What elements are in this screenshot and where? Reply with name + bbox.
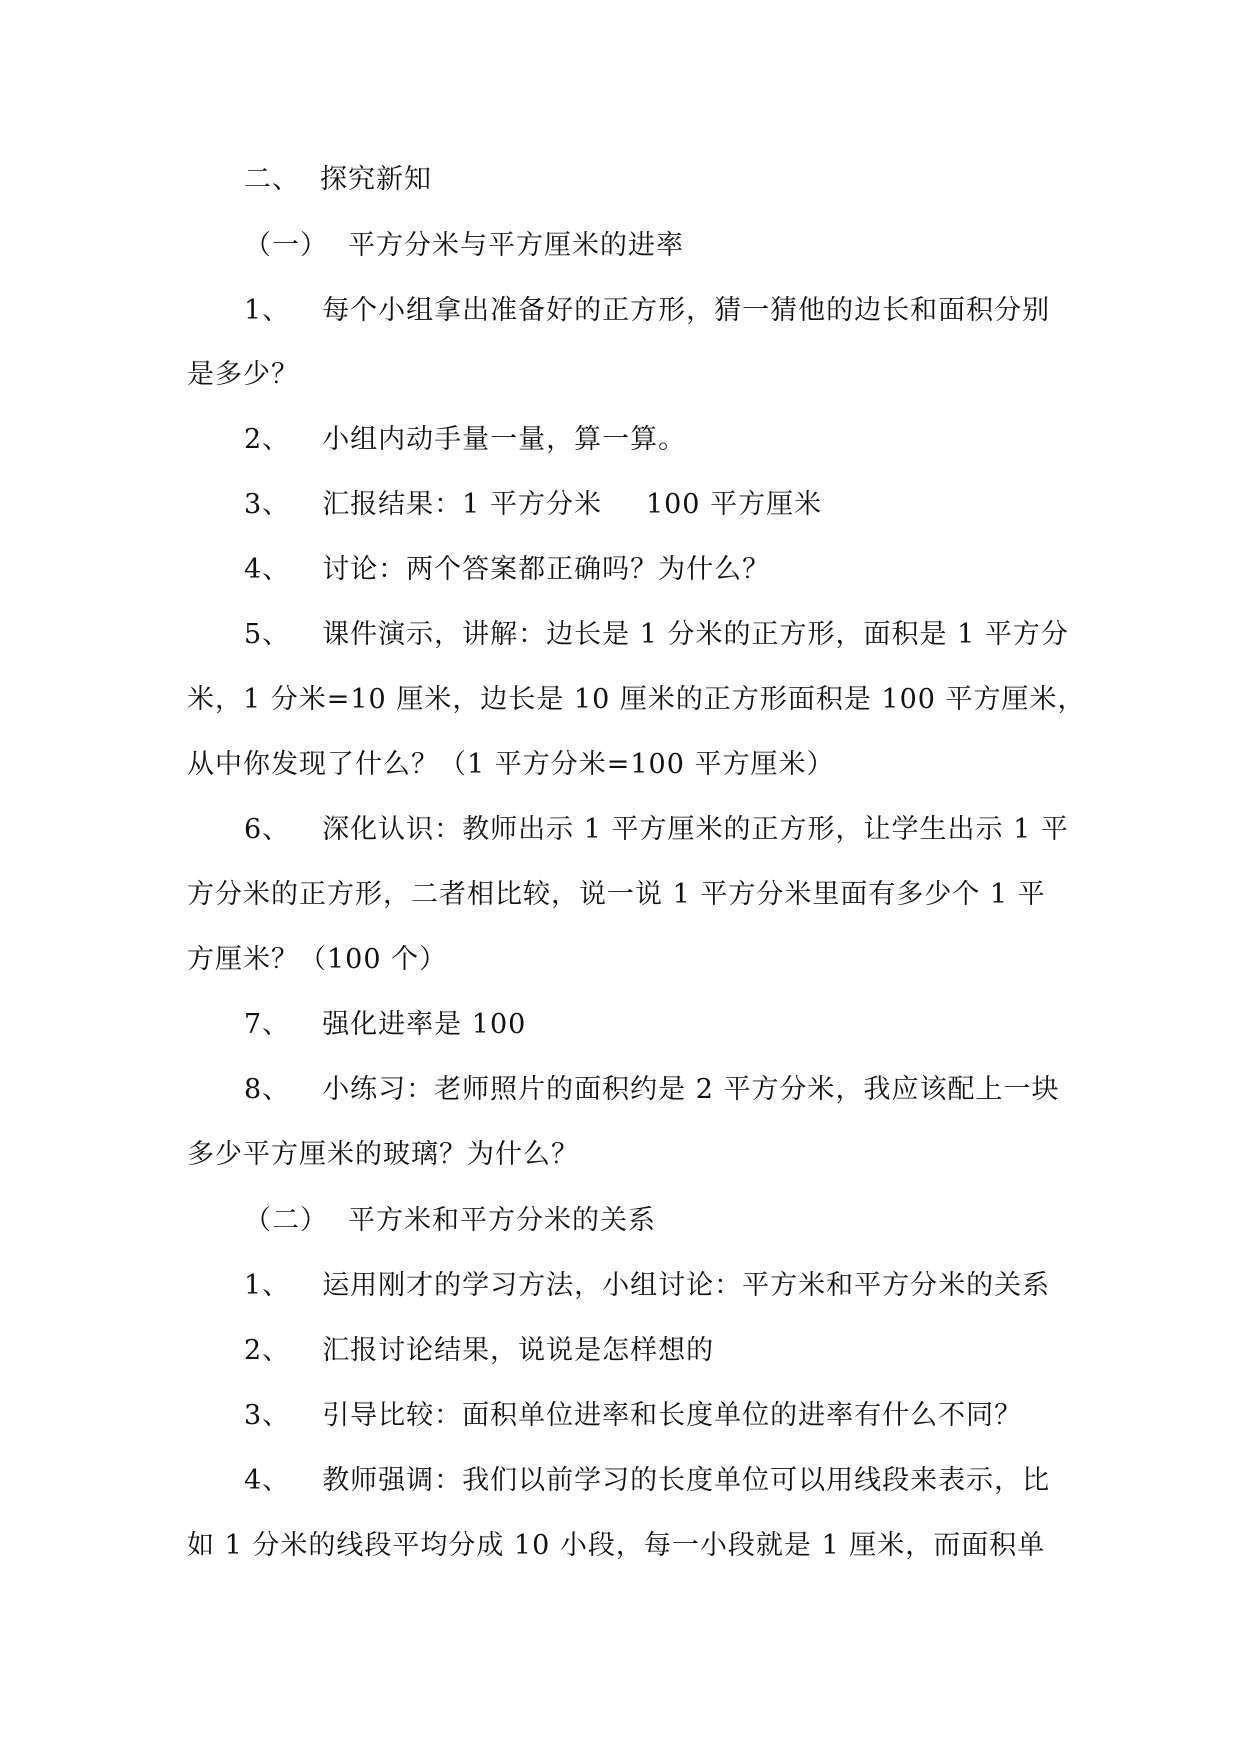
item-6-line-1 [244, 812, 1067, 848]
item-7 [244, 1007, 1124, 1043]
s2-item-4-line-1 [244, 1463, 1067, 1499]
item-3-text-b: 100 平方厘米 [645, 489, 823, 520]
s2-item-3 [244, 1398, 1124, 1434]
s2-item-2-text: 汇报讨论结果，说说是怎样想的 [322, 1335, 715, 1366]
s2-item-4-number: 4、 [244, 1465, 291, 1496]
s2-item-3-number: 3、 [244, 1400, 291, 1431]
item-5-number: 5、 [244, 619, 291, 650]
item-7-text: 强化进率是 100 [322, 1009, 527, 1040]
subsection-1-title [244, 228, 1124, 264]
s2-item-4-line-2: 如 1 分米的线段平均分成 10 小段，每一小段就是 1 厘米，而面积单 [187, 1530, 1046, 1561]
item-4-number: 4、 [244, 554, 291, 585]
heading-title: 探究新知 [320, 164, 432, 195]
item-7-number: 7、 [244, 1009, 291, 1040]
heading-number: 二、 [244, 164, 300, 195]
section-heading [244, 162, 1124, 198]
item-2 [244, 422, 1124, 458]
item-1-number: 1、 [244, 295, 291, 326]
item-5-line-3: 从中你发现了什么？（1 平方分米=100 平方厘米） [187, 749, 835, 780]
item-6-text: 深化认识：教师出示 1 平方厘米的正方形，让学生出示 1 平 [322, 814, 1069, 845]
s2-item-2 [244, 1333, 1124, 1369]
subsection-2-label: （二） [244, 1205, 328, 1236]
item-2-number: 2、 [244, 424, 291, 455]
item-6-line-2: 方分米的正方形，二者相比较，说一说 1 平方分米里面有多少个 1 平 [187, 879, 1046, 910]
item-4-text: 讨论：两个答案都正确吗？为什么？ [322, 554, 771, 585]
subsection-2-heading: 平方米和平方分米的关系 [348, 1205, 656, 1236]
item-2-text: 小组内动手量一量，算一算。 [322, 424, 687, 455]
item-5-line-1 [244, 617, 1067, 653]
item-6-number: 6、 [244, 814, 291, 845]
subsection-2-title [244, 1203, 1124, 1239]
item-8-number: 8、 [244, 1074, 291, 1105]
s2-item-1-text: 运用刚才的学习方法，小组讨论：平方米和平方分米的关系 [322, 1270, 1051, 1301]
item-3-text-a: 汇报结果：1 平方分米 [322, 489, 602, 520]
item-3-number: 3、 [244, 489, 291, 520]
s2-item-4-text: 教师强调：我们以前学习的长度单位可以用线段来表示，比 [322, 1465, 1051, 1496]
item-8-text: 小练习：老师照片的面积约是 2 平方分米，我应该配上一块 [322, 1074, 1060, 1105]
item-5-text: 课件演示，讲解：边长是 1 分米的正方形，面积是 1 平方分 [322, 619, 1069, 650]
item-4 [244, 552, 1124, 588]
item-1-line-2: 是多少？ [187, 359, 299, 390]
item-3 [244, 487, 1124, 523]
item-8-line-1 [244, 1072, 1067, 1108]
s2-item-2-number: 2、 [244, 1335, 291, 1366]
item-6-line-3: 方厘米？（100 个） [187, 944, 448, 975]
s2-item-1-number: 1、 [244, 1270, 291, 1301]
item-5-line-2: 米，1 分米=10 厘米，边长是 10 厘米的正方形面积是 100 平方厘米， [187, 684, 1086, 715]
subsection-1-heading: 平方分米与平方厘米的进率 [348, 230, 684, 261]
item-1-text: 每个小组拿出准备好的正方形，猜一猜他的边长和面积分别 [322, 295, 1051, 326]
item-8-line-2: 多少平方厘米的玻璃？为什么？ [187, 1139, 579, 1170]
s2-item-1 [244, 1268, 1124, 1304]
s2-item-3-text: 引导比较：面积单位进率和长度单位的进率有什么不同？ [322, 1400, 1023, 1431]
subsection-1-label: （一） [244, 230, 328, 261]
item-1-line-1 [244, 293, 1067, 329]
